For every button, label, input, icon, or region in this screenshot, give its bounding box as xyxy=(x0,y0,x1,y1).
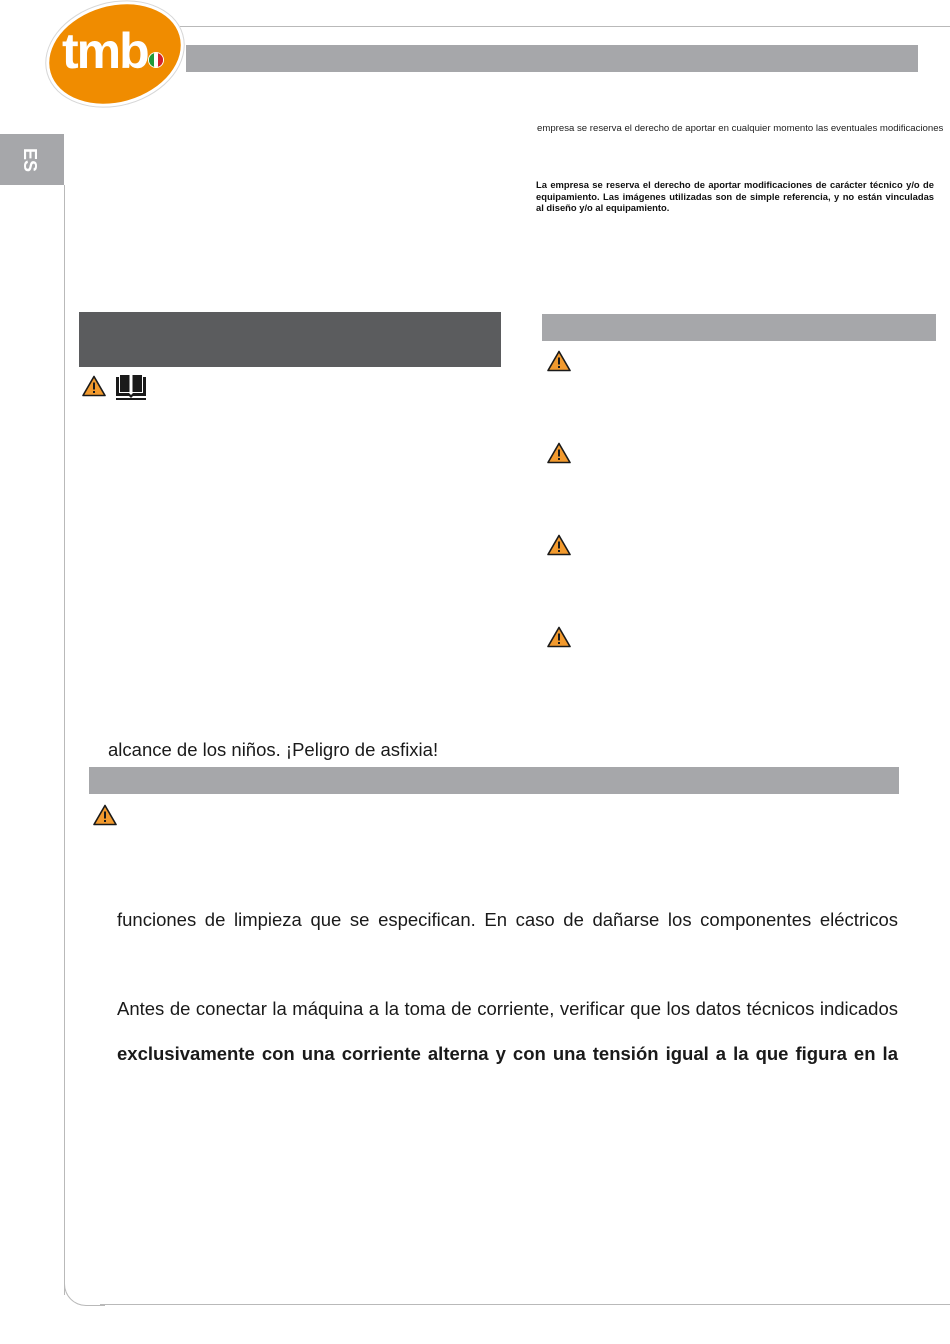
warning-icon xyxy=(93,804,117,826)
brand-logo-text: tmb xyxy=(62,23,148,79)
header-bar xyxy=(186,45,918,72)
choking-warning-text: alcance de los niños. ¡Peligro de asfixia! xyxy=(108,739,439,760)
page-frame-bottom-line xyxy=(100,1304,950,1305)
manual-book-icon xyxy=(114,373,148,401)
italian-flag-icon xyxy=(148,52,164,68)
modifications-notice: empresa se reserva el derecho de aportar en cualquier momento las eventuales modificaciones xyxy=(537,123,944,134)
warning-icon xyxy=(547,442,571,464)
warning-icon xyxy=(547,534,571,556)
section-header-right xyxy=(542,314,936,341)
power-connection-text: Antes de conectar la máquina a la toma de corriente, verificar que los datos técnicos indicados xyxy=(117,998,898,1019)
page-frame-left-line xyxy=(64,185,65,1295)
technical-changes-notice: La empresa se reserva el derecho de aportar modificaciones de carácter técnico y/o de equipamiento. Las imágenes utilizadas son de simple referencia, y no están vinculadas al diseño y/o al equipamiento. xyxy=(536,179,934,213)
alternating-current-text: exclusivamente con una corriente alterna y con una tensión igual a la que figura en la xyxy=(117,1043,898,1064)
warning-icon xyxy=(547,350,571,372)
page-frame-corner xyxy=(64,1275,105,1306)
page-frame-top-line xyxy=(180,26,950,27)
warning-icon xyxy=(547,626,571,648)
section-header-dark xyxy=(79,312,501,367)
section-header-wide xyxy=(89,767,899,794)
cleaning-functions-text: funciones de limpieza que se especifican. En caso de dañarse los componentes eléctricos xyxy=(117,909,898,930)
language-tab-label: ES xyxy=(20,147,40,172)
warning-icon xyxy=(82,375,106,397)
